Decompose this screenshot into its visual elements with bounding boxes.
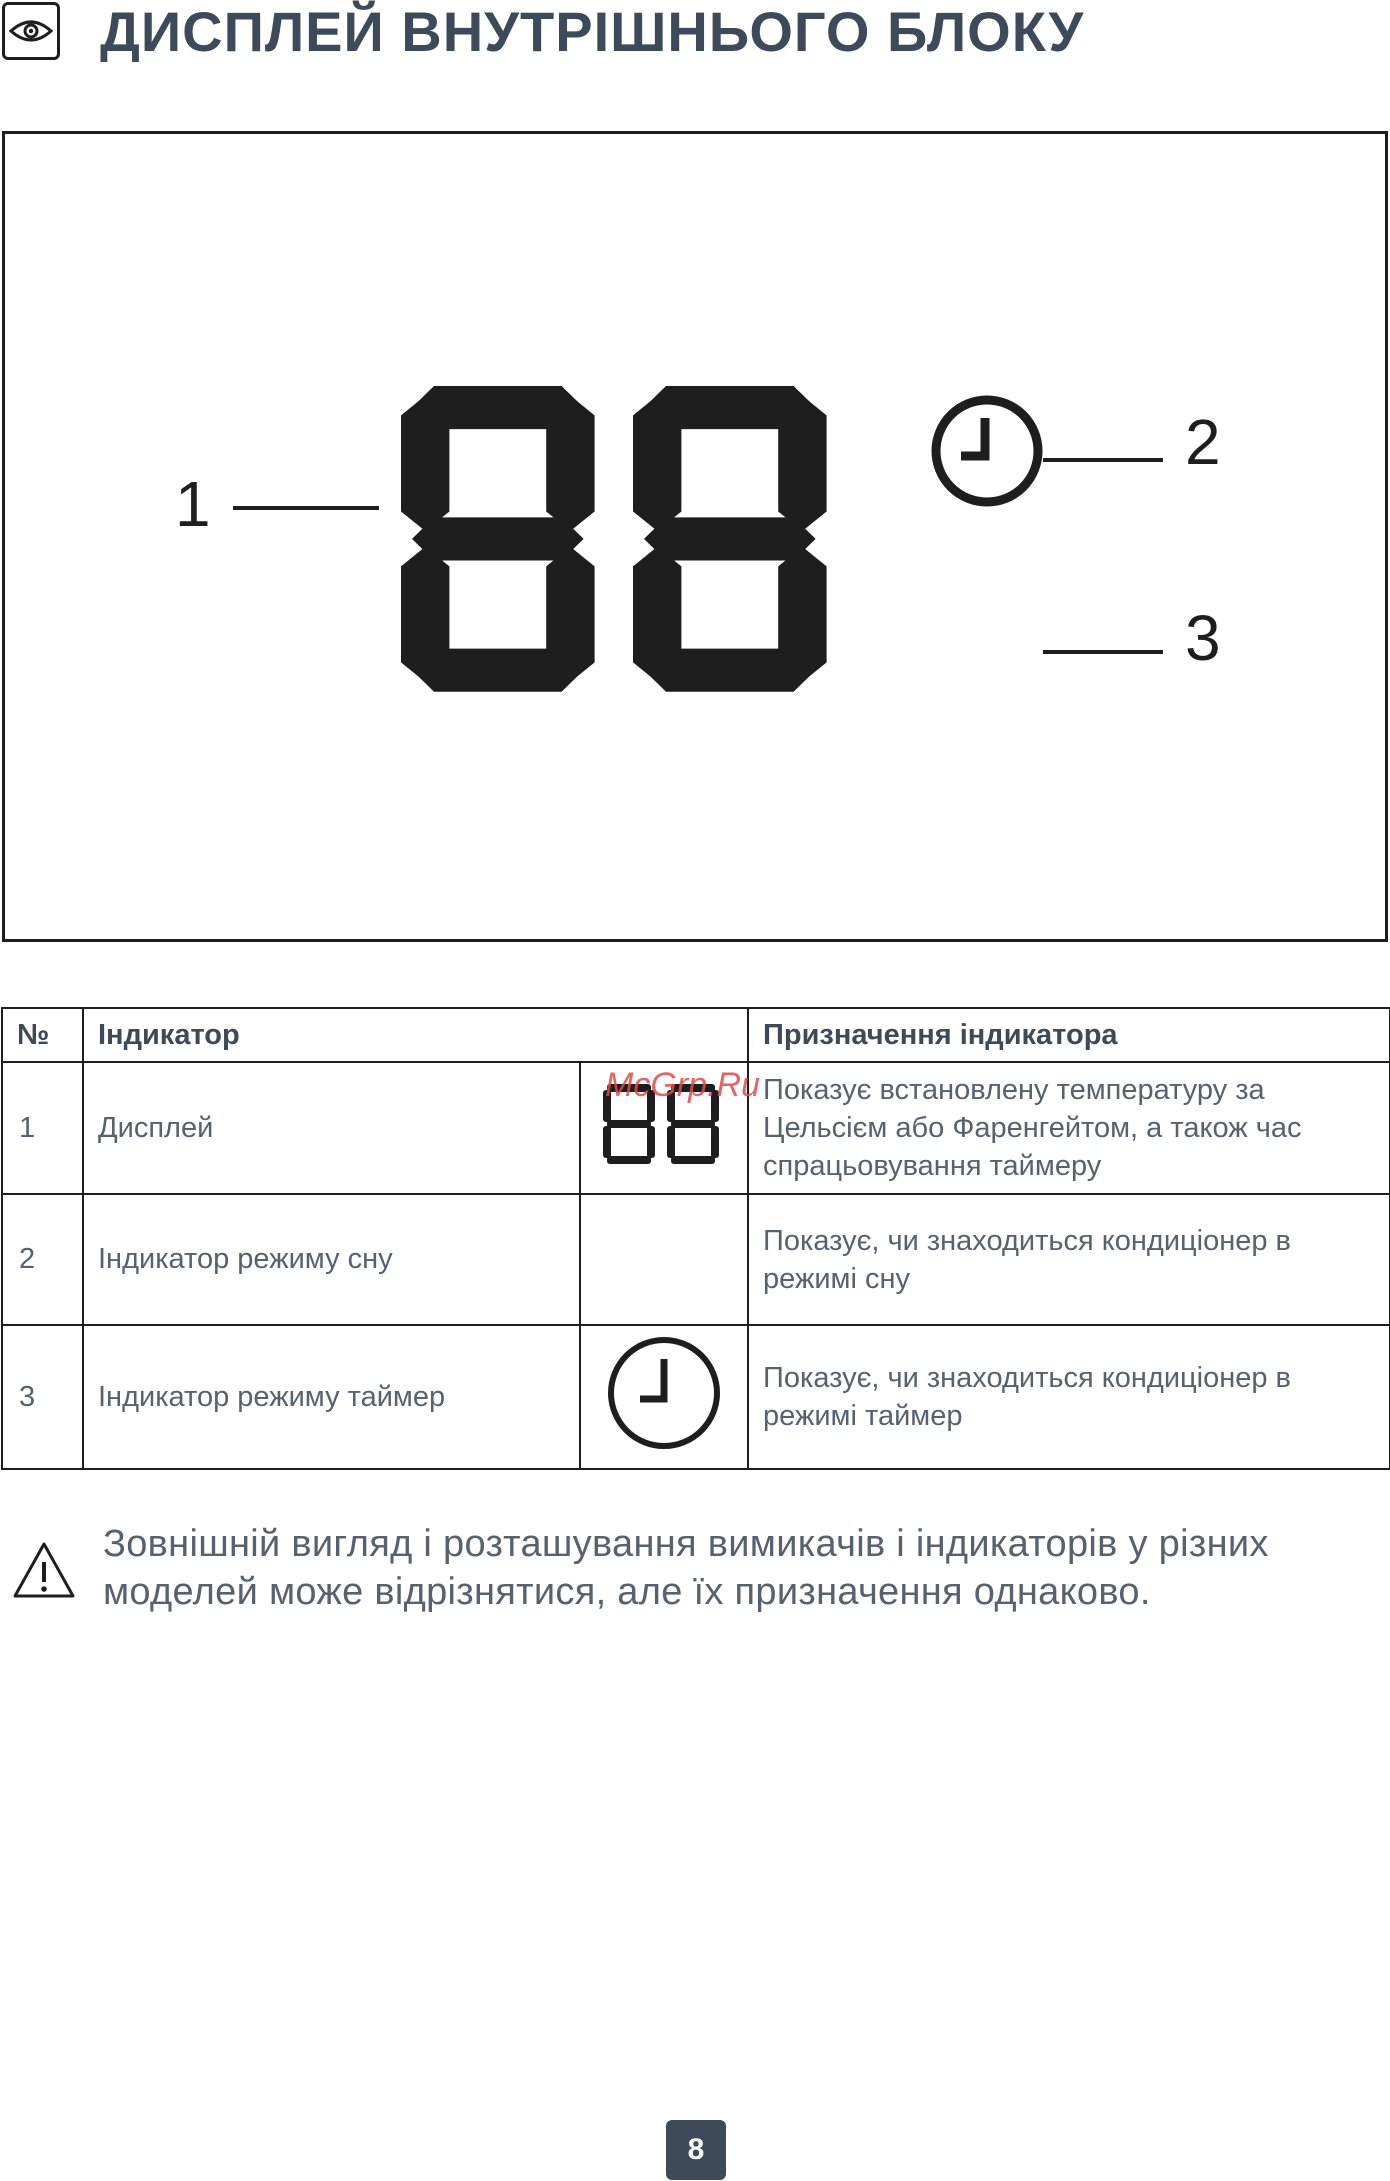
moon-icon <box>580 1194 748 1325</box>
callout-number-2: 2 <box>1185 406 1221 478</box>
header-purpose: Призначення індикатора <box>748 1008 1390 1062</box>
clock-icon <box>580 1325 748 1469</box>
watermark: McGrp.Ru <box>605 1066 760 1104</box>
seven-segment-digit-1 <box>401 386 595 692</box>
table-row <box>2 1325 1390 1469</box>
warning-icon <box>12 1540 76 1605</box>
page-number: 8 <box>666 2120 726 2180</box>
clock-icon <box>936 400 1038 502</box>
row-purpose: Показує, чи знаходиться кондиціонер в режимі таймер <box>748 1325 1390 1469</box>
row-purpose: Показує встановлену температуру за Цельсієм або Фаренгейтом, а також час спрацьовування таймеру <box>748 1062 1390 1194</box>
row-indicator-name: Індикатор режиму таймер <box>83 1325 580 1469</box>
row-num: 2 <box>2 1194 83 1325</box>
table-header-row <box>2 1008 1390 1062</box>
table-row <box>2 1194 1390 1325</box>
callout-number-3: 3 <box>1185 602 1221 674</box>
seven-segment-digit-2 <box>633 386 827 692</box>
row-purpose: Показує, чи знаходиться кондиціонер в режимі сну <box>748 1194 1390 1325</box>
row-indicator-name: Дисплей <box>83 1062 580 1194</box>
row-num: 1 <box>2 1062 83 1194</box>
row-num: 3 <box>2 1325 83 1469</box>
eye-icon <box>2 2 60 60</box>
header-indicator: Індикатор <box>83 1008 748 1062</box>
display-diagram <box>2 131 1388 942</box>
moon-icon <box>929 582 1033 676</box>
note-text: Зовнішній вигляд і розташування вимикачів і індикаторів у різних моделей може відрізнятися, але їх призначення однаково. <box>103 1523 1269 1613</box>
page-title: ДИСПЛЕЙ ВНУТРІШНЬОГО БЛОКУ <box>100 0 1085 63</box>
callout-number-1: 1 <box>175 468 211 540</box>
header-num: № <box>2 1008 83 1062</box>
row-indicator-name: Індикатор режиму сну <box>83 1194 580 1325</box>
